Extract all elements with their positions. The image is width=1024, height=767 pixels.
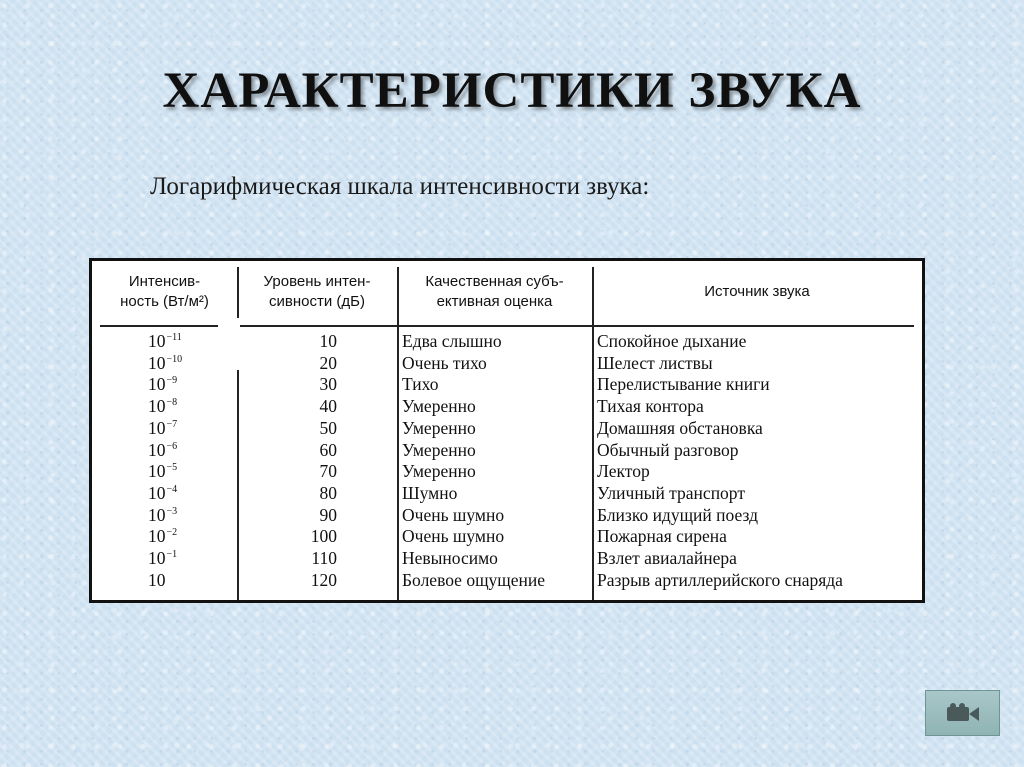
column-level (301, 331, 337, 591)
cell-source: Шелест листвы (597, 352, 713, 373)
intensity-base: 10 (148, 439, 166, 460)
column-rating (402, 331, 545, 591)
cell-rating: Очень тихо (402, 352, 487, 373)
cell-intensity (148, 353, 182, 375)
intensity-base: 10 (148, 396, 166, 417)
cell-intensity (148, 548, 182, 570)
cell-intensity (148, 505, 182, 527)
header-rating: Качественная субъ- ективная оценка (425, 273, 564, 310)
intensity-exponent: −6 (166, 440, 178, 452)
cell-rating: Очень шумно (402, 526, 505, 547)
intensity-base: 10 (148, 461, 166, 482)
cell-source: Близко идущий поезд (597, 504, 758, 525)
cell-intensity (148, 440, 182, 462)
intensity-base: 10 (148, 569, 166, 590)
cell-intensity (148, 331, 182, 353)
cell-level: 60 (319, 439, 337, 460)
cell-level: 120 (310, 569, 337, 590)
cell-rating: Умеренно (402, 417, 476, 438)
intensity-exponent: −11 (166, 332, 182, 343)
intensity-exponent: −1 (166, 549, 178, 561)
cell-source: Взлет авиалайнера (597, 548, 737, 569)
cell-source: Тихая контора (597, 396, 704, 417)
intensity-base: 10 (148, 374, 166, 395)
cell-rating: Умеренно (402, 439, 476, 460)
cell-rating: Едва слышно (402, 331, 502, 351)
scan-glare (218, 318, 240, 370)
intensity-exponent: −4 (166, 483, 178, 495)
cell-level: 70 (319, 461, 337, 482)
header-intensity: Интенсив- ность (Вт/м²) (120, 273, 209, 310)
column-divider (397, 267, 399, 600)
cell-level: 30 (319, 374, 337, 395)
column-intensity (148, 331, 182, 591)
media-nav-button[interactable] (925, 690, 1000, 736)
cell-source: Перелистывание книги (597, 374, 770, 395)
intensity-exponent: −9 (166, 375, 178, 387)
cell-source: Пожарная сирена (597, 526, 727, 547)
slide-title: ХАРАКТЕРИСТИКИ ЗВУКА (162, 63, 862, 119)
movie-camera-icon (946, 702, 980, 724)
cell-intensity (148, 483, 182, 505)
intensity-exponent: −5 (166, 462, 178, 474)
cell-level: 100 (310, 526, 337, 547)
cell-level: 10 (319, 331, 337, 351)
cell-rating: Тихо (402, 374, 439, 395)
intensity-exponent: −7 (166, 418, 178, 430)
intensity-base: 10 (148, 504, 166, 525)
intensity-exponent: −10 (166, 353, 183, 365)
cell-rating: Болевое ощущение (402, 569, 546, 590)
cell-level: 50 (319, 417, 337, 438)
cell-source: Спокойное дыхание (597, 331, 747, 351)
cell-level: 40 (319, 396, 337, 417)
cell-level: 20 (319, 352, 337, 373)
cell-level: 110 (311, 548, 337, 569)
slide-subtitle: Логарифмическая шкала интенсивности звука: (150, 173, 650, 200)
intensity-base: 10 (148, 331, 166, 351)
cell-rating: Очень шумно (402, 504, 505, 525)
cell-intensity (148, 461, 182, 483)
intensity-base: 10 (148, 526, 166, 547)
intensity-base: 10 (148, 482, 166, 503)
cell-intensity (148, 396, 182, 418)
cell-source: Разрыв артиллерийского снаряда (597, 569, 843, 590)
intensity-base: 10 (148, 417, 166, 438)
cell-rating: Умеренно (402, 396, 476, 417)
column-source (597, 331, 843, 591)
cell-source: Уличный транспорт (597, 482, 745, 503)
cell-rating: Шумно (402, 482, 458, 503)
cell-rating: Умеренно (402, 461, 476, 482)
sound-intensity-table (89, 258, 925, 603)
header-source: Источник звука (704, 283, 810, 300)
intensity-base: 10 (148, 548, 166, 569)
intensity-exponent: −2 (166, 527, 178, 539)
cell-source: Обычный разговор (597, 439, 739, 460)
cell-rating: Невыносимо (402, 548, 498, 569)
cell-intensity (148, 374, 182, 396)
cell-intensity (148, 418, 182, 440)
cell-level: 90 (319, 504, 337, 525)
column-divider (237, 267, 239, 600)
intensity-base: 10 (148, 352, 166, 373)
cell-source: Домашняя обстановка (597, 417, 763, 438)
intensity-exponent: −3 (166, 505, 178, 517)
cell-intensity (148, 570, 182, 592)
cell-level: 80 (319, 482, 337, 503)
intensity-exponent: −8 (166, 397, 178, 409)
header-level: Уровень интен- сивности (дБ) (263, 273, 371, 310)
cell-source: Лектор (597, 461, 650, 482)
cell-intensity (148, 526, 182, 548)
column-divider (592, 267, 594, 600)
